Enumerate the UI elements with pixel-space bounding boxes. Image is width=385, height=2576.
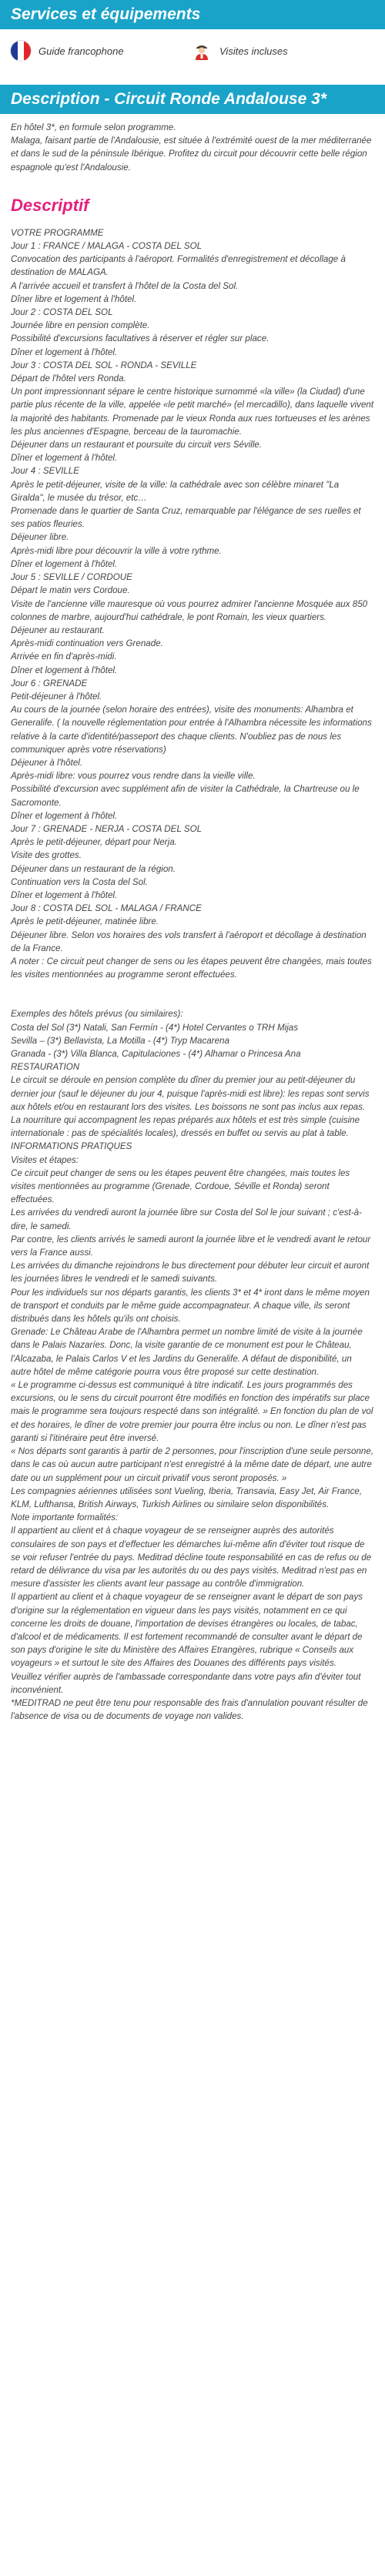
description-heading: Description - Circuit Ronde Andalouse 3* (0, 85, 385, 114)
text-line: Ce circuit peut changer de sens ou les étapes peuvent être changées, mais toutes les visites mentionnées au programme (Grenade, Cordoue, Séville et Ronda) seront effectuées. (11, 1167, 350, 1205)
text-line: Visite des grottes. (11, 850, 82, 861)
text-line: Continuation vers la Costa del Sol. (11, 876, 148, 887)
text-line: Les arrivées du dimanche rejoindrons le bus directement pour débuter leur circuit et auront les journées libres le vendredi et le samedi suivants. (11, 1261, 370, 1285)
text-line: Dîner et logement à l'hôtel. (11, 665, 118, 675)
text-line: Costa del Sol (3*) Natali, San Fermín - (4*) Hotel Cervantes o TRH Mijas (11, 1022, 299, 1033)
text-line: Le circuit se déroule en pension complète du dîner du premier jour au petit-déjeuner du dernier jour (sauf le déjeuner du jour 4, puisque l'après-midi est libre): les repas sont servis aux hôtels et/ou en restaurant lors des visites. Les boissons ne sont pas inclus aux repas. La nourriture qui accompagnent les repas préparés aux hôtels et est très simple (cuisine internationale : pas de spécialités locales), dressés en buffet ou servis au plat à table. (11, 1075, 370, 1139)
text-line: Un pont impressionnant sépare le centre historique surnommé «la ville» (la Ciudad) d'une partie plus récente de la ville, appelée «le petit marché» (el mercadillo), dans laquelle vivent la majorité des habitants. Promenade par le vieux Ronda aux rues tortueuses et les arènes les plus anciennes d'Espagne, berceau de la tauromachie. (11, 387, 374, 437)
text-line: Déjeuner à l'hôtel. (11, 757, 83, 768)
text-line: Jour 1 : FRANCE / MALAGA - COSTA DEL SOL (11, 241, 203, 252)
text-line: Il appartient au client et à chaque voyageur de se renseigner auprès des autorités consulaires de son pays et d'effectuer les démarches lui-même afin d'éviter tout risque de se voir refuser l'entrée du pays. Meditrad décline toute responsabilité en cas de refus ou de retard de délivrance du visa par les autorités du ou des pays visités. Meditrad n'est pas en mesure d'assister les clients avant leur passage au contrôle d'immigration. (11, 1526, 372, 1589)
text-line: Déjeuner dans un restaurant et poursuite du circuit vers Séville. (11, 440, 263, 451)
text-line: Les compagnies aériennes utilisées sont Vueling, Iberia, Transavia, Easy Jet, Air France, KLM, Lufthansa, British Airways, Turkish Airlines ou similaire selon disponibilités. (11, 1486, 363, 1509)
text-line: Arrivée en fin d'après-midi. (11, 652, 117, 662)
text-line: Dîner et logement à l'hôtel. (11, 810, 118, 821)
description-body (0, 121, 385, 1723)
text-line: A l'arrivée accueil et transfert à l'hôtel de la Costa del Sol. (11, 280, 239, 291)
service-label-visits: Visites incluses (219, 45, 288, 57)
descriptif-title: Descriptif (11, 195, 89, 215)
text-line: Par contre, les clients arrivés le samedi auront la journée libre et le vendredi avant le retour vers la France aussi. (11, 1234, 371, 1258)
service-item-visits (192, 40, 373, 62)
text-line: Visites et étapes: (11, 1154, 79, 1165)
text-line: Les arrivées du vendredi auront la journée libre sur Costa del Sol le jour suivant ; c'est-à-dire, le samedi. (11, 1208, 362, 1231)
text-line: Jour 6 : GRENADE (11, 678, 88, 688)
text-line: Dîner et logement à l'hôtel. (11, 889, 118, 900)
text-line: Note importante formalités: (11, 1512, 119, 1523)
text-line: « Le programme ci-dessus est communiqué à titre indicatif. Les jours programmés des excursions, ou le sens du circuit pourront être modifiés en fonction des impératifs sur place mais le programme sera toujours respecté dans son intégralité. » En fonction du plan de vol et des horaires, le dîner de votre premier jour pourra être inclus ou non. Le dîner n'est pas garanti si l'itinéraire peut être inversé. (11, 1380, 373, 1443)
text-line: Petit-déjeuner à l'hôtel. (11, 691, 102, 702)
text-line: Après le petit-déjeuner, matinée libre. (11, 916, 159, 927)
text-line: Au cours de la journée (selon horaire des entrées), visite des monuments: Alhambra et Generalife. ( la nouvelle réglementation pour entrée à l'Alhambra nécessite les informations relative à la carte d'identité/passeport des chaque clients. N'oubliez pas de nous les communiquer après votre réservations) (11, 705, 372, 755)
text-line: Après-midi libre pour découvrir la ville à votre rythme. (11, 545, 222, 556)
service-label-guide: Guide francophone (38, 45, 124, 57)
text-line: INFORMATIONS PRATIQUES (11, 1141, 132, 1152)
text-line: Déjeuner libre. (11, 532, 69, 543)
text-line: Pour les individuels sur nos départs garantis, les clients 3* et 4* iront dans le même moyen de transport et conduits par le même guide accompagnateur. A chaque ville, ils seront distribués dans les hôtels qu'ils ont choisis. (11, 1287, 370, 1325)
program-text (11, 226, 374, 982)
services-heading: Services et équipements (0, 0, 385, 29)
text-line: Dîner et logement à l'hôtel. (11, 347, 118, 357)
text-line: Jour 4 : SEVILLE (11, 466, 79, 477)
text-line: Après le petit-déjeuner, visite de la ville: la cathédrale avec son célèbre minaret "La Giralda", le musée du trésor, etc… (11, 479, 340, 503)
text-line: Possibilité d'excursion avec supplément afin de visiter la Cathédrale, la Chartreuse ou le Sacromonte. (11, 784, 360, 808)
text-line: Visite de l'ancienne ville mauresque où vous pourrez admirer l'ancienne Mosquée aux 850 colonnes de marbre, aujourd'hui cathédrale, le pont Romain, les vieux quartiers. (11, 598, 368, 622)
services-list (0, 29, 385, 69)
text-line: Exemples des hôtels prévus (ou similaires): (11, 1009, 183, 1020)
text-line: Jour 2 : COSTA DEL SOL (11, 307, 113, 318)
text-line: RESTAURATION (11, 1062, 80, 1073)
text-line: Grenade: Le Château Arabe de l'Alhambra permet un nombre limité de visite à la journée dans le Palais Nazaríes. Donc, la visite garantie de ce monument est pour le Château, l'Alcazaba, le Palais Carlos V et les Jardins du Generalife. A défaut de disponibilité, un autre hôtel de même catégorie pourra vous être proposé sur cette destination. (11, 1327, 363, 1377)
text-line: Jour 7 : GRENADE - NERJA - COSTA DEL SOL (11, 823, 203, 834)
service-item-guide (11, 40, 192, 62)
text-line: Jour 3 : COSTA DEL SOL - RONDA - SEVILLE (11, 360, 197, 370)
text-line: Après le petit-déjeuner, départ pour Nerja. (11, 837, 177, 848)
text-line: Jour 8 : COSTA DEL SOL - MALAGA / FRANCE (11, 903, 202, 914)
intro-line: En hôtel 3*, en formule selon programme. (11, 122, 176, 132)
text-line: Promenade dans le quartier de Santa Cruz, remarquable par l'élégance de ses ruelles et ses patios fleuries. (11, 506, 361, 530)
text-line: Dîner et logement à l'hôtel. (11, 558, 118, 569)
text-line: Départ le matin vers Cordoue. (11, 585, 130, 596)
text-line: Déjeuner au restaurant. (11, 625, 105, 635)
guide-person-icon (192, 41, 212, 61)
text-line: Possibilité d'excursions facultatives à réserver et régler sur place. (11, 333, 270, 344)
text-line: Jour 5 : SEVILLE / CORDOUE (11, 572, 132, 583)
text-line: *MEDITRAD ne peut être tenu pour responsable des frais d'annulation pouvant résulter de l'absence de visa ou de documents de voyage non valides. (11, 1697, 368, 1722)
text-line: Granada - (3*) Villa Blanca, Capitulaciones - (4*) Alhamar o Princesa Ana (11, 1049, 301, 1059)
text-line: Dîner et logement à l'hôtel. (11, 453, 118, 464)
text-line: Dîner libre et logement à l'hôtel. (11, 293, 137, 304)
text-line: Il appartient au client et à chaque voyageur de se renseigner avant le départ de son pays d'origine sur la réglementation en vigueur dans les pays visités, notamment en ce qui concerne les droits de douane, l'importation de devises étrangères ou locales, de tabac, d'alcool et de médicaments. Il est fortement recommandé de consulter avant le départ de son pays d'origine le site du Ministère des Affaires Etrangères, rubrique « Conseils aux voyageurs » et surtout le site des Affaires des Douanes des différents pays visités. (11, 1592, 363, 1669)
france-flag-icon (11, 41, 31, 61)
text-line: « Nos départs sont garantis à partir de 2 personnes, pour l'inscription d'une seule personne, dans le cas où aucun autre participant n'est enregistré à la même date de départ, une autre date ou un supplément pour un circuit privatif vous seront proposés. » (11, 1446, 374, 1483)
intro-line: Malaga, faisant partie de l'Andalousie, est située à l'extrémité ouest de la mer méditerranée et dans le sud de la péninsule Ibérique. Profitez du circuit pour découvrir cette belle région espagnole qu'est l'Andalousie. (11, 136, 372, 173)
text-line: Déjeuner dans un restaurant de la région. (11, 863, 176, 874)
text-line: Sevilla – (3*) Bellavista, La Motilla - (4*) Tryp Macarena (11, 1035, 229, 1046)
text-line: Déjeuner libre. Selon vos horaires des vols transfert à l'aéroport et décollage à destination de la France. (11, 930, 367, 953)
text-line: Après-midi continuation vers Grenade. (11, 638, 163, 649)
text-line: VOTRE PROGRAMME (11, 227, 104, 238)
text-line: A noter : Ce circuit peut changer de sens ou les étapes peuvent être changées, mais toutes les visites mentionnées au programme seront effectuées. (11, 956, 372, 980)
text-line: Journée libre en pension complète. (11, 320, 150, 331)
text-line: Après-midi libre: vous pourrez vous rendre dans la vieille ville. (11, 771, 256, 782)
text-line: Veuillez vérifier auprès de l'ambassade correspondante dans votre pays afin d'éviter tout inconvénient. (11, 1671, 361, 1695)
details-text (11, 1007, 374, 1723)
text-line: Convocation des participants à l'aéroport. Formalités d'enregistrement et décollage à destination de MALAGA. (11, 254, 346, 278)
text-line: Départ de l'hôtel vers Ronda. (11, 374, 126, 384)
